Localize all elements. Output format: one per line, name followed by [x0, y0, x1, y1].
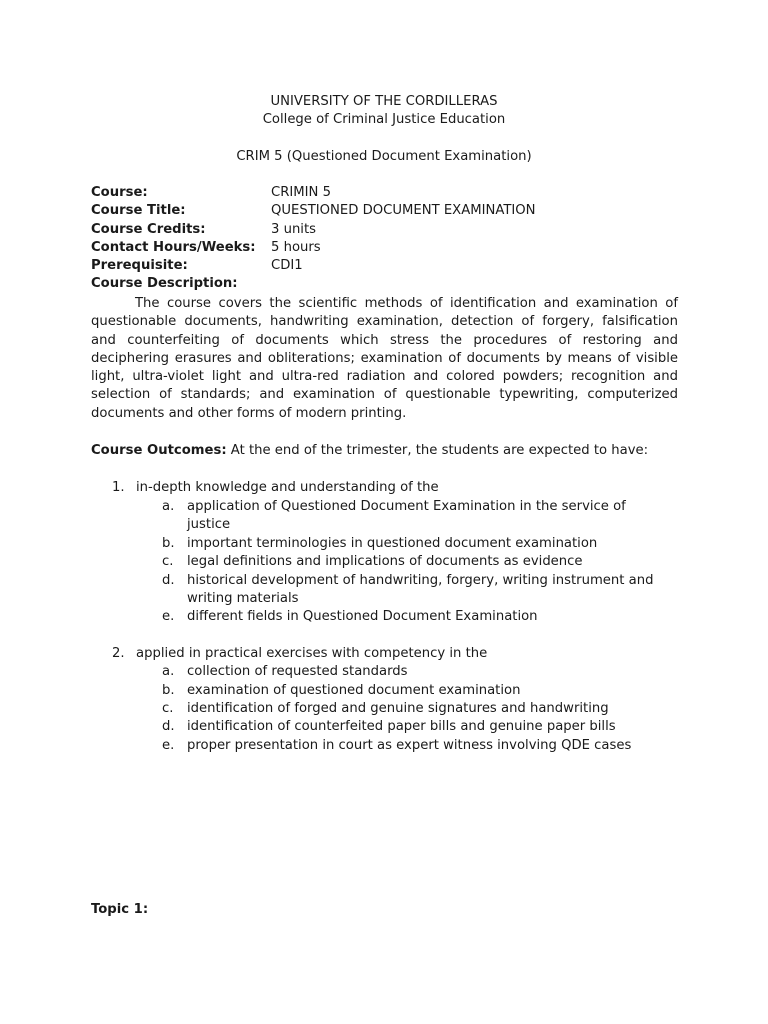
sub-letter: e.: [162, 609, 175, 624]
sub-text: collection of requested standards: [187, 664, 408, 679]
sub-letter: d.: [162, 573, 175, 588]
info-label: Course Credits:: [91, 221, 206, 237]
sub-letter: a.: [162, 664, 175, 679]
info-value: 5 hours: [271, 239, 321, 255]
info-value: QUESTIONED DOCUMENT EXAMINATION: [271, 203, 536, 219]
sub-letter: e.: [162, 738, 175, 753]
sub-text: proper presentation in court as expert witness involving QDE cases: [187, 738, 632, 753]
info-label: Course Description:: [91, 276, 238, 292]
info-value: CRIMIN 5: [271, 185, 331, 200]
outcome-text: applied in practical exercises with competency in the: [136, 646, 488, 661]
sub-text: important terminologies in questioned document examination: [187, 536, 598, 551]
outcome-item: [112, 645, 487, 663]
info-row-prerequisite: [91, 257, 691, 275]
outcome-number: 1.: [112, 480, 125, 495]
sub-letter: d.: [162, 719, 175, 734]
course-outcomes-intro: [91, 442, 691, 460]
sub-text: different fields in Questioned Document Examination: [187, 609, 538, 624]
info-value: [271, 275, 691, 293]
sub-letter: c.: [162, 554, 174, 569]
outcomes-label: Course Outcomes:: [91, 443, 227, 458]
course-description: The course covers the scientific methods of identification and examination of questionable documents, handwriting examination, detection of forgery, falsification and counterfeiting of documents which stress the procedures of restoring and deciphering erasures and obliterations; examination of documents by means of visible light, ultra-violet light and ultra-red radiation and colored powders; recognition and selection of standards; and examination of questionable typewriting, computerized documents and other forms of modern printing.: [91, 296, 678, 421]
info-label: Course:: [91, 185, 148, 200]
outcome-item: [112, 479, 439, 497]
info-label: Contact Hours/Weeks:: [91, 239, 256, 255]
info-label: Prerequisite:: [91, 258, 188, 274]
sub-letter: c.: [162, 701, 174, 716]
sub-letter: b.: [162, 536, 175, 551]
sub-text: application of Questioned Document Examination in the service of justice: [187, 499, 626, 533]
outcome-number: 2.: [112, 646, 125, 661]
sub-letter: b.: [162, 683, 175, 698]
info-row-title: [91, 202, 691, 220]
info-value: 3 units: [271, 221, 317, 237]
sub-text: identification of forged and genuine signatures and handwriting: [187, 701, 609, 716]
sub-text: historical development of handwriting, forgery, writing instrument and writing materials: [187, 573, 654, 607]
info-row-credits: [91, 221, 691, 239]
info-value: CDI1: [271, 258, 303, 274]
topic-heading: Topic 1:: [91, 902, 149, 917]
info-row-description: [91, 275, 691, 293]
sub-text: examination of questioned document examination: [187, 683, 521, 698]
sub-text: legal definitions and implications of documents as evidence: [187, 554, 583, 569]
course-info-table: [91, 184, 691, 294]
info-row-hours: [91, 239, 691, 257]
university-name: UNIVERSITY OF THE CORDILLERAS: [270, 94, 498, 109]
sub-text: identification of counterfeited paper bills and genuine paper bills: [187, 719, 616, 734]
course-heading: CRIM 5 (Questioned Document Examination): [236, 149, 532, 164]
outcome-text: in-depth knowledge and understanding of the: [136, 480, 439, 495]
info-row-course: [91, 184, 691, 202]
info-label: Course Title:: [91, 203, 186, 219]
college-name: College of Criminal Justice Education: [262, 112, 506, 127]
sub-letter: a.: [162, 499, 175, 514]
outcomes-intro-text: At the end of the trimester, the students are expected to have:: [226, 443, 649, 458]
